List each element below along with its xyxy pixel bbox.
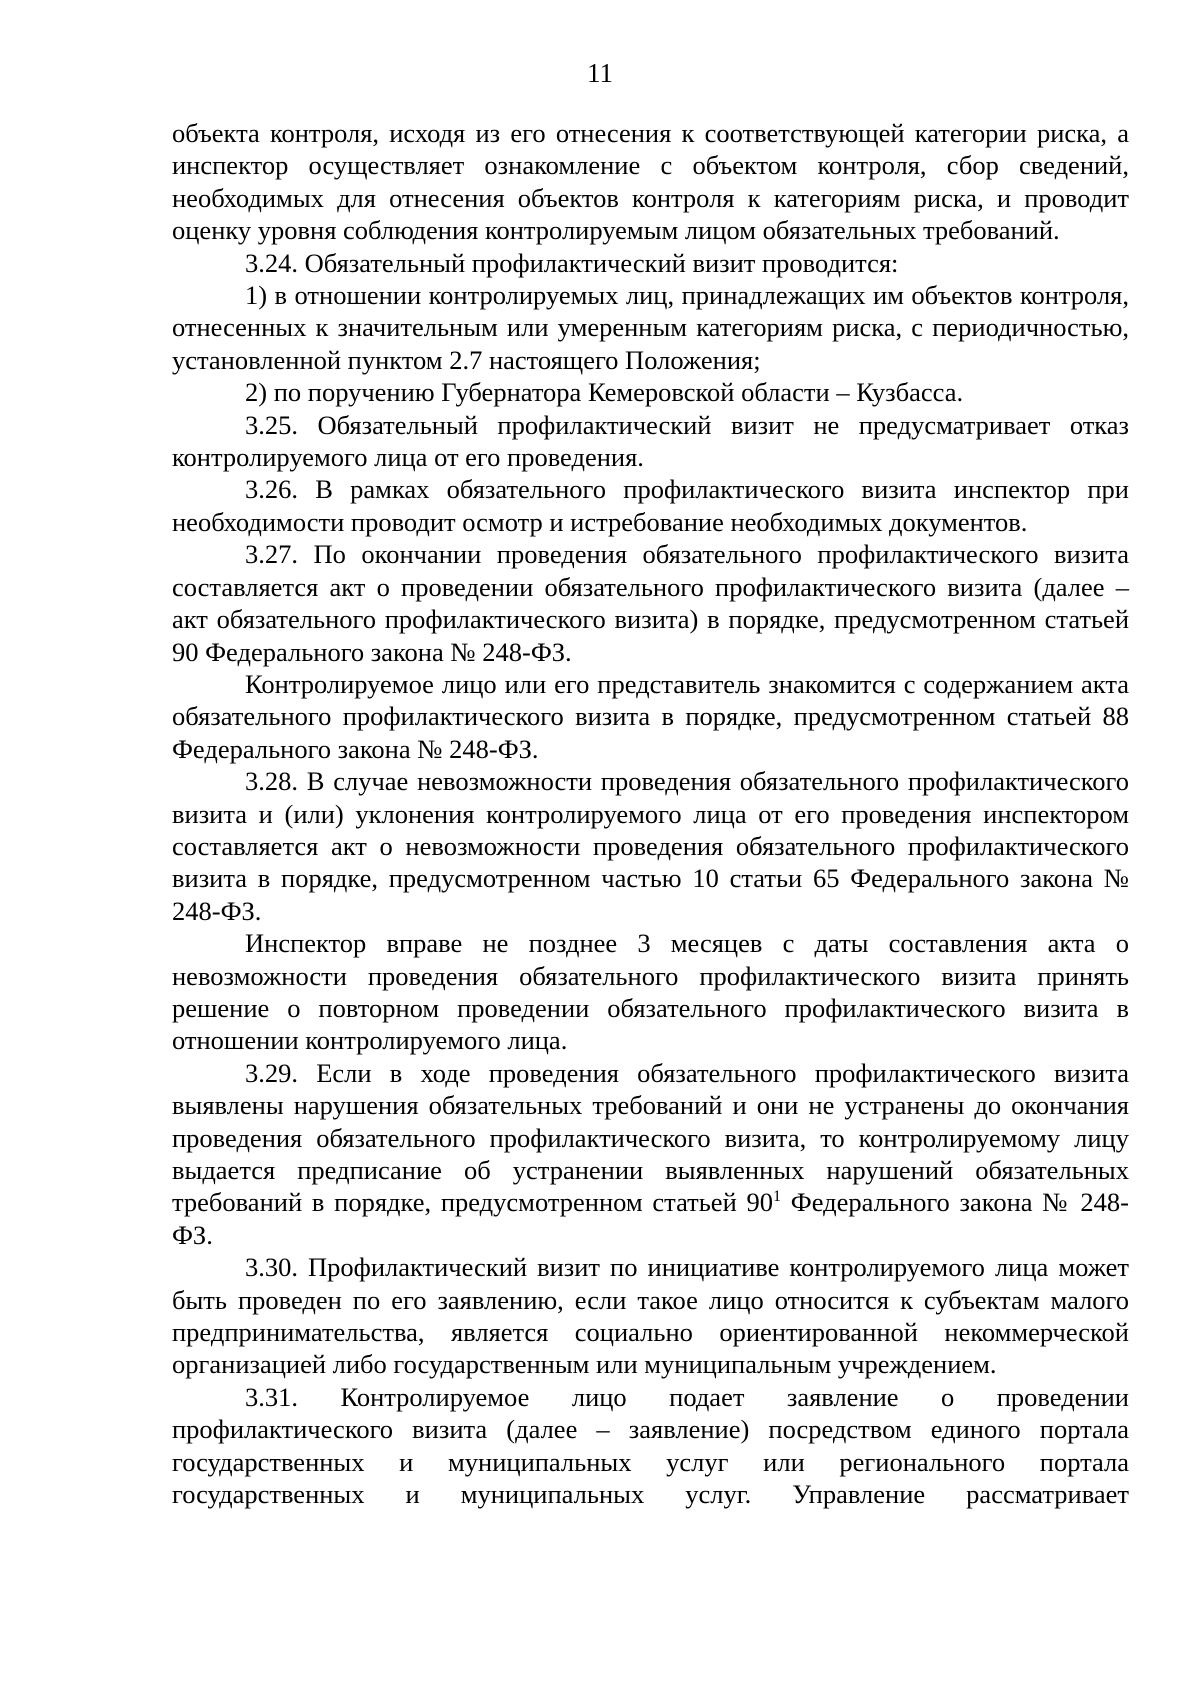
paragraph-continuation: объекта контроля, исходя из его отнесения к соответствующей категории риска, а инспектор осуществляет ознакомление с объектом контроля, сбор сведений, необходимых для отнесения объектов контроля к категориям риска, и проводит оценку уровня соблюдения контролируемым лицом обязательных требований. (172, 118, 1129, 246)
paragraph-3-29-end: Федерального закона № 248-ФЗ. (172, 1187, 1129, 1250)
list-item-2: 2) по поручению Губернатора Кемеровской области – Кузбасса. (245, 377, 964, 408)
paragraph-3-31: 3.31. Контролируемое лицо подает заявление о проведении профилактического визита (далее – заявление) посредством единого портала государственных и муниципальных услуг или регионального портала государственных и муниципальных услуг. Управление рассматривает (172, 1381, 1129, 1510)
paragraph-3-25: 3.25. Обязательный профилактический визит не предусматривает отказ контролируемого лица от его проведения. (172, 409, 1129, 473)
superscript-article: 1 (773, 1188, 782, 1206)
document-body (172, 117, 1129, 1510)
paragraph-3-30: 3.30. Профилактический визит по инициативе контролируемого лица может быть проведен по его заявлению, если такое лицо относится к субъектам малого предпринимательства, является социально ориентированной некоммерческой организацией либо государственным или муниципальным учреждением. (172, 1252, 1129, 1380)
paragraph-3-27: 3.27. По окончании проведения обязательного профилактического визита составляется акт о проведении обязательного профилактического визита (далее – акт обязательного профилактического визита) в порядке, предусмотренном статьей 90 Федерального закона № 248-ФЗ. (172, 539, 1129, 667)
paragraph-3-26: 3.26. В рамках обязательного профилактического визита инспектор при необходимости проводит осмотр и истребование необходимых документов. (172, 474, 1129, 537)
paragraph-3-24: 3.24. Обязательный профилактический визит проводится: (245, 247, 899, 278)
paragraph-3-29-text: 3.29. Если в ходе проведения обязательного профилактического визита выявлены нарушения обязательных требований и они не устранены до окончания проведения обязательного профилактического визита, то контролируемому лицу выдается предписание об устранении выявленных нарушений обязательных требований в порядке, предусмотренном статьей 90 (172, 1057, 1129, 1218)
paragraph-representative: Контролируемое лицо или его представитель знакомится с содержанием акта обязательного профилактического визита в порядке, предусмотренном статьей 88 Федерального закона № 248-ФЗ. (172, 668, 1129, 764)
paragraph-3-29 (172, 1057, 1129, 1251)
page-number: 11 (587, 58, 613, 88)
list-item-1: 1) в отношении контролируемых лиц, принадлежащих им объектов контроля, отнесенных к значительным или умеренным категориям риска, с периодичностью, установленной пунктом 2.7 настоящего Положения; (172, 280, 1129, 375)
paragraph-3-28: 3.28. В случае невозможности проведения обязательного профилактического визита и (или) уклонения контролируемого лица от его проведения инспектором составляется акт о невозможности проведения обязательного профилактического визита в порядке, предусмотренном частью 10 статьи 65 Федерального закона № 248-ФЗ. (172, 766, 1129, 926)
paragraph-inspector: Инспектор вправе не позднее 3 месяцев с даты составления акта о невозможности проведения обязательного профилактического визита принять решение о повторном проведении обязательного профилактического визита в отношении контролируемого лица. (172, 928, 1129, 1056)
